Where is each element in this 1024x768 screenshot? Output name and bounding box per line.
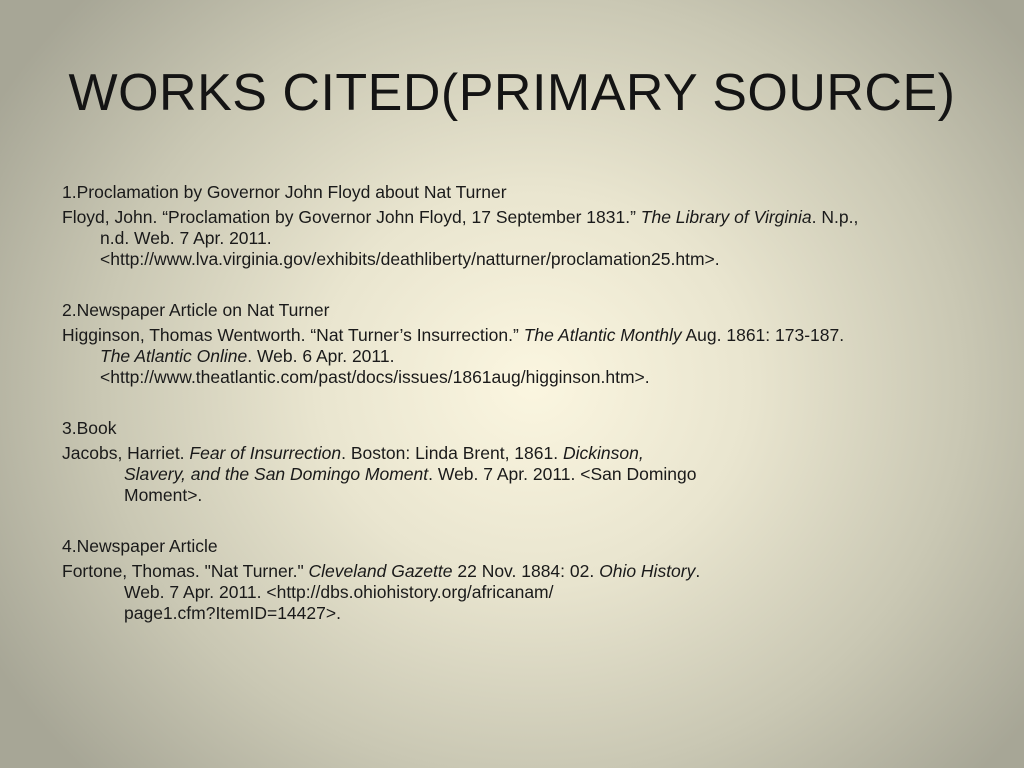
citation-line: <http://www.theatlantic.com/past/docs/issues/1861aug/higginson.htm>. [100,367,650,387]
citation-entry-2 [62,300,962,388]
citation-entry-4 [62,536,962,624]
citation-line: Floyd, John. “Proclamation by Governor John Floyd, 17 September 1831.” The Library of Virginia. N.p., [62,207,859,227]
entry-heading: 3.Book [62,418,117,438]
citation-line: The Atlantic Online. Web. 6 Apr. 2011. [100,346,395,366]
citation-line: Slavery, and the San Domingo Moment. Web. 7 Apr. 2011. <San Domingo [124,464,697,484]
citation-text [62,561,962,624]
citation-line: Jacobs, Harriet. Fear of Insurrection. Boston: Linda Brent, 1861. Dickinson, [62,443,644,463]
citation-entry-1 [62,182,962,270]
slide-title: WORKS CITED(PRIMARY SOURCE) [68,64,956,122]
citation-text [62,207,962,270]
citation-line: Web. 7 Apr. 2011. <http://dbs.ohiohistory.org/africanam/ [124,582,554,602]
entry-heading: 2.Newspaper Article on Nat Turner [62,300,330,320]
entry-heading: 1.Proclamation by Governor John Floyd about Nat Turner [62,182,507,202]
citation-text [62,443,962,506]
citation-line: page1.cfm?ItemID=14427>. [124,603,341,623]
citation-text [62,325,962,388]
citation-line: Higginson, Thomas Wentworth. “Nat Turner’s Insurrection.” The Atlantic Monthly Aug. 1861: 173-187. [62,325,845,345]
citation-line: n.d. Web. 7 Apr. 2011. [100,228,272,248]
citation-entry-3 [62,418,962,506]
citation-line: Fortone, Thomas. "Nat Turner." Cleveland Gazette 22 Nov. 1884: 02. Ohio History. [62,561,701,581]
works-cited-list [62,182,962,654]
citation-line: <http://www.lva.virginia.gov/exhibits/deathliberty/natturner/proclamation25.htm>. [100,249,720,269]
entry-heading: 4.Newspaper Article [62,536,218,556]
citation-line: Moment>. [124,485,203,505]
